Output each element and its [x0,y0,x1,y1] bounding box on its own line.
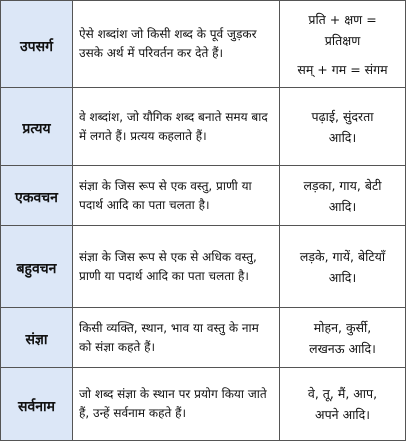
example-line: लड़के, गायें, बेटियाँ [299,248,386,264]
example-line: आदि। [328,129,357,145]
term-cell: एकवचन [1,166,73,226]
example-line: सम् + गम = संगम [297,61,388,77]
definition-cell: संज्ञा के जिस रूप से एक से अधिक वस्तु, प्राणी या पदार्थ आदि का पता चलता है। [73,226,280,308]
example-line: मोहन, कुर्सी, [313,319,372,335]
table-row [1,368,406,441]
example-cell [280,368,406,441]
example-line: प्रतिक्षण [324,32,361,48]
table-row [1,1,406,88]
definition-cell: वे शब्दांश, जो यौगिक शब्द बनाते समय बाद में लगते हैं। प्रत्यय कहलाते हैं। [73,88,280,166]
example-line: आदि। [328,198,357,214]
definition-cell: ऐसे शब्दांश जो किसी शब्द के पूर्व जुड़कर उसके अर्थ में परिवर्तन कर देते हैं। [73,1,280,88]
example-line: पढ़ाई, सुंदरता [311,108,374,124]
table-row [1,226,406,308]
example-line: आदि। [328,269,357,285]
table-row [1,88,406,166]
example-cell [280,1,406,88]
term-cell: संज्ञा [1,308,73,368]
example-line: लड़का, गाय, बेटी [303,177,382,193]
definition-cell: किसी व्यक्ति, स्थान, भाव या वस्तु के नाम को संज्ञा कहते हैं। [73,308,280,368]
example-line: अपने आदि। [315,407,370,422]
example-line: लखनऊ आदि। [309,340,376,356]
term-cell: बहुवचन [1,226,73,308]
example-cell [280,88,406,166]
table-row [1,166,406,226]
example-line: वे, तू, मैं, आप, [307,386,378,401]
example-cell [280,166,406,226]
term-cell: प्रत्यय [1,88,73,166]
example-cell [280,308,406,368]
term-cell: सर्वनाम [1,368,73,441]
definition-cell: जो शब्द संज्ञा के स्थान पर प्रयोग किया जाते हैं, उन्हें सर्वनाम कहते हैं। [73,368,280,441]
example-line: प्रति + क्षण = [308,11,377,27]
table-row [1,308,406,368]
definition-cell: संज्ञा के जिस रूप से एक वस्तु, प्राणी या पदार्थ आदि का पता चलता है। [73,166,280,226]
term-cell: उपसर्ग [1,1,73,88]
example-cell [280,226,406,308]
